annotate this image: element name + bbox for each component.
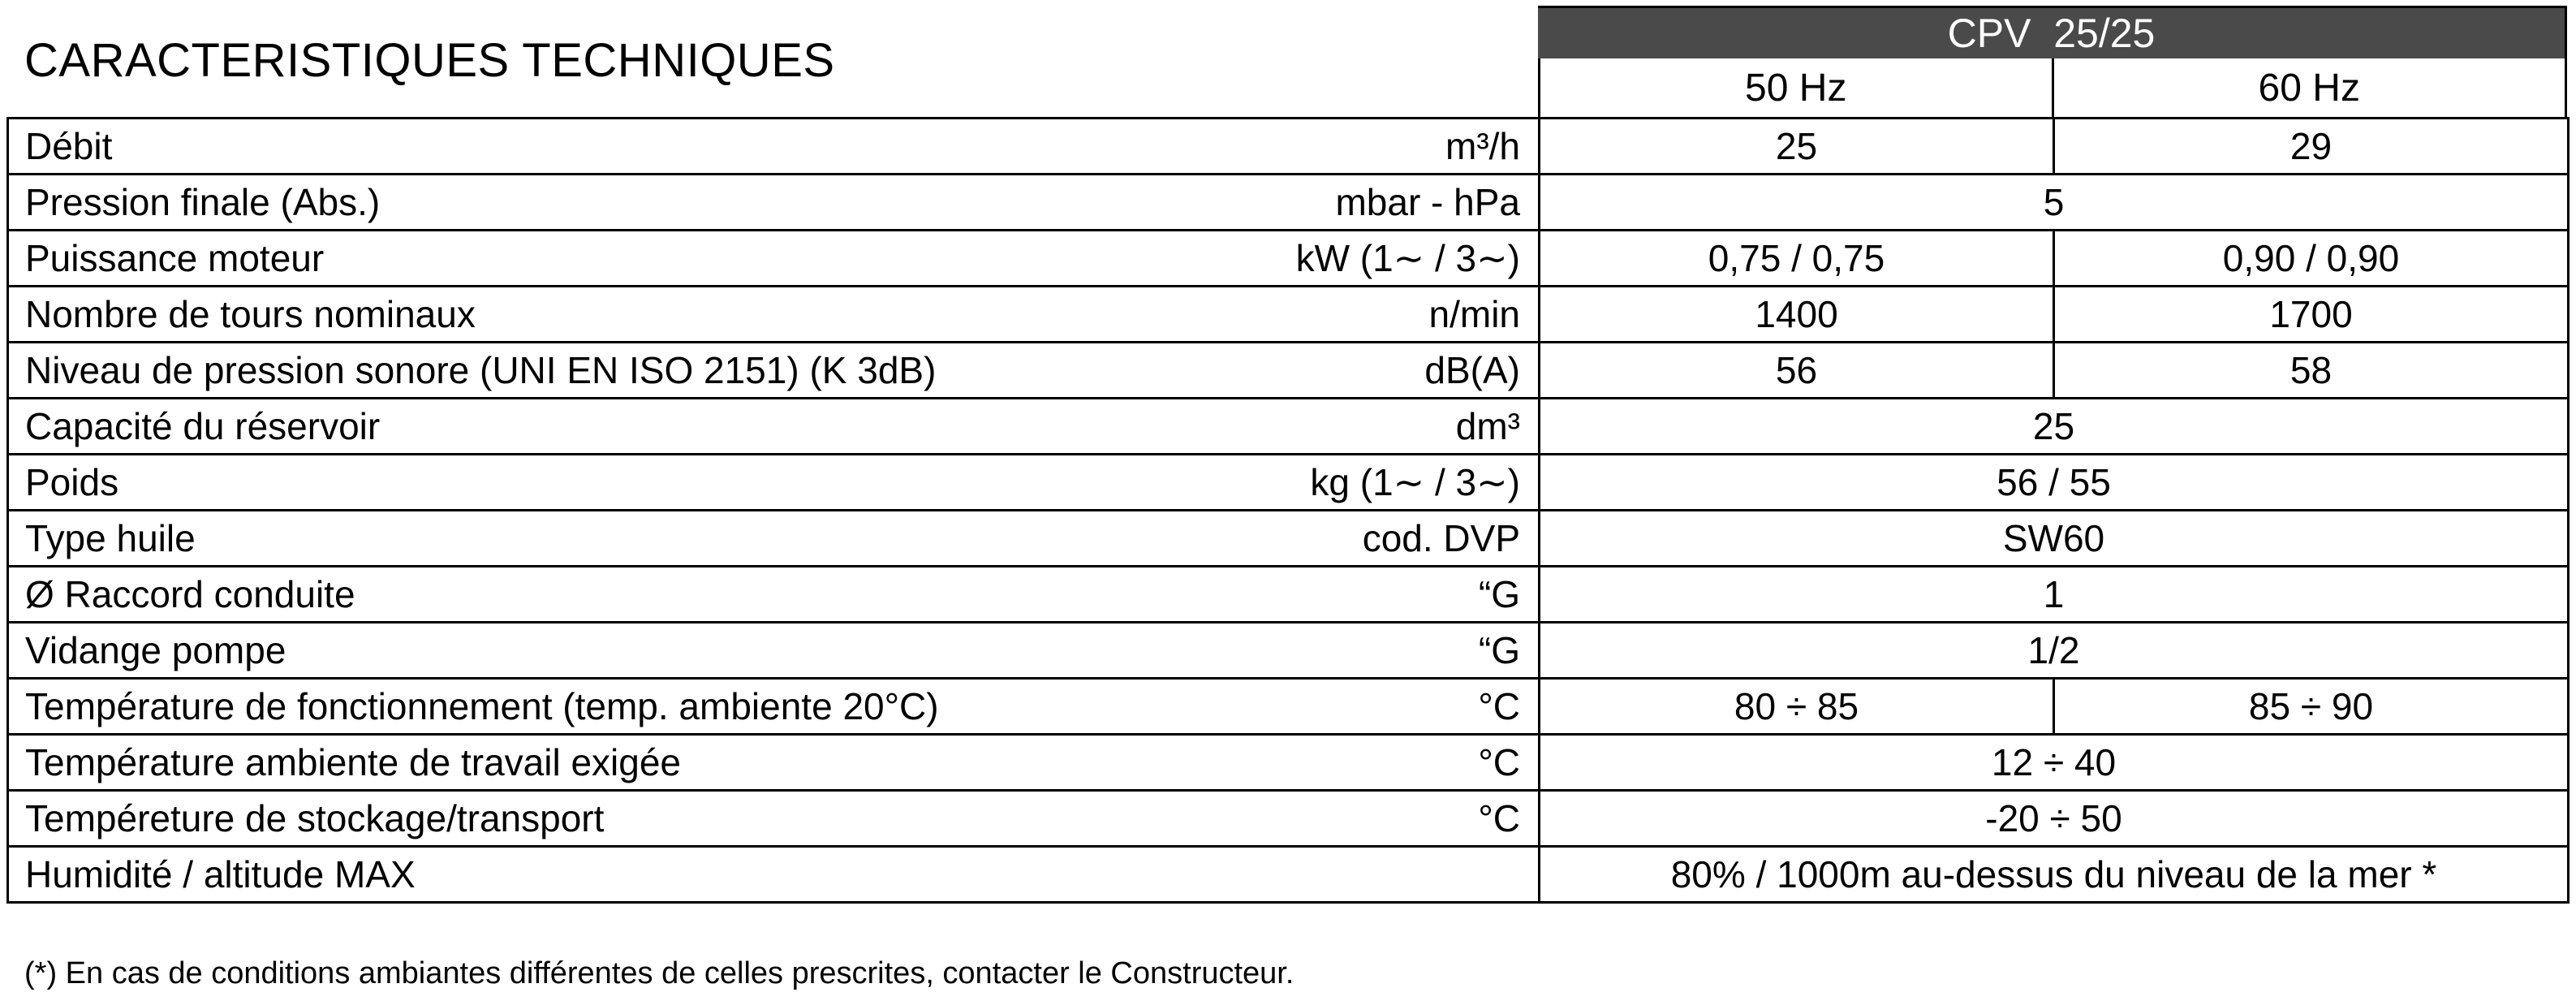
spec-label-cell xyxy=(8,791,1540,847)
spec-label: Poids xyxy=(25,461,119,503)
table-row xyxy=(8,343,2569,399)
spec-label: Tempéreture de stockage/transport xyxy=(25,797,605,839)
spec-unit: °C xyxy=(1478,741,1520,783)
spec-label-cell xyxy=(8,623,1540,679)
model-header: CPV 25/25 xyxy=(1538,6,2567,58)
spec-value-60hz: 0,90 / 0,90 xyxy=(2054,231,2569,287)
spec-value-50hz: 1400 xyxy=(1540,287,2054,343)
table-row xyxy=(8,119,2569,175)
spec-label: Puissance moteur xyxy=(25,237,325,279)
spec-label: Nombre de tours nominaux xyxy=(25,293,476,335)
spec-unit: mbar - hPa xyxy=(1335,181,1520,223)
page-title: CARACTERISTIQUES TECHNIQUES xyxy=(24,34,835,87)
frequency-50hz-header: 50 Hz xyxy=(1745,66,1847,110)
spec-unit: °C xyxy=(1478,797,1520,839)
spec-label-cell xyxy=(8,567,1540,623)
spec-label: Pression finale (Abs.) xyxy=(25,181,381,223)
spec-table xyxy=(6,117,2570,904)
spec-value-50hz: 80 ÷ 85 xyxy=(1540,679,2054,735)
spec-value-shared: 1/2 xyxy=(1540,623,2569,679)
spec-value-shared: 56 / 55 xyxy=(1540,455,2569,511)
spec-label: Température ambiente de travail exigée xyxy=(25,741,682,783)
spec-value-shared: 5 xyxy=(1540,175,2569,231)
spec-unit: “G xyxy=(1478,629,1520,671)
table-row xyxy=(8,847,2569,903)
spec-value-50hz: 0,75 / 0,75 xyxy=(1540,231,2054,287)
spec-label: Capacité du réservoir xyxy=(25,405,381,447)
spec-value-shared: 80% / 1000m au-dessus du niveau de la mer * xyxy=(1540,847,2569,903)
spec-value-60hz: 58 xyxy=(2054,343,2569,399)
spec-unit: m³/h xyxy=(1445,125,1520,167)
spec-value-50hz: 25 xyxy=(1540,119,2054,175)
spec-label: Niveau de pression sonore (UNI EN ISO 2151) (K 3dB) xyxy=(25,349,937,391)
table-row xyxy=(8,791,2569,847)
table-row xyxy=(8,735,2569,791)
spec-label: Type huile xyxy=(25,517,196,559)
spec-value-shared: 25 xyxy=(1540,399,2569,455)
spec-label-cell xyxy=(8,847,1540,903)
table-row xyxy=(8,399,2569,455)
spec-label-cell xyxy=(8,343,1540,399)
spec-unit: “G xyxy=(1478,573,1520,615)
spec-label-cell xyxy=(8,399,1540,455)
spec-label-cell xyxy=(8,511,1540,567)
spec-unit: cod. DVP xyxy=(1362,517,1520,559)
spec-label-cell xyxy=(8,287,1540,343)
spec-value-50hz: 56 xyxy=(1540,343,2054,399)
spec-unit: dB(A) xyxy=(1424,349,1520,391)
spec-value-60hz: 85 ÷ 90 xyxy=(2054,679,2569,735)
table-row xyxy=(8,231,2569,287)
spec-unit: kg (1∼ / 3∼) xyxy=(1310,461,1520,503)
spec-value-shared: 1 xyxy=(1540,567,2569,623)
spec-unit: n/min xyxy=(1428,293,1520,335)
table-row xyxy=(8,623,2569,679)
spec-value-60hz: 1700 xyxy=(2054,287,2569,343)
frequency-60hz-header: 60 Hz xyxy=(2052,58,2565,117)
spec-label-cell xyxy=(8,735,1540,791)
spec-unit: kW (1∼ / 3∼) xyxy=(1295,237,1520,279)
spec-value-shared: SW60 xyxy=(1540,511,2569,567)
table-row xyxy=(8,175,2569,231)
footnote: (*) En cas de conditions ambiantes différentes de celles prescrites, contacter le Constructeur. xyxy=(24,956,1294,990)
table-row xyxy=(8,567,2569,623)
spec-value-shared: 12 ÷ 40 xyxy=(1540,735,2569,791)
spec-value-60hz: 29 xyxy=(2054,119,2569,175)
spec-label: Ø Raccord conduite xyxy=(25,573,355,615)
table-row xyxy=(8,511,2569,567)
spec-label-cell xyxy=(8,231,1540,287)
spec-label: Température de fonctionnement (temp. ambiente 20°C) xyxy=(25,685,939,727)
spec-label-cell xyxy=(8,175,1540,231)
spec-label: Débit xyxy=(25,125,113,167)
spec-value-shared: -20 ÷ 50 xyxy=(1540,791,2569,847)
spec-label-cell xyxy=(8,679,1540,735)
table-row xyxy=(8,455,2569,511)
spec-unit: dm³ xyxy=(1455,405,1520,447)
table-row xyxy=(8,679,2569,735)
spec-label-cell xyxy=(8,119,1540,175)
table-row xyxy=(8,287,2569,343)
spec-label: Vidange pompe xyxy=(25,629,286,671)
frequency-header-row xyxy=(1538,58,2567,117)
spec-label-cell xyxy=(8,455,1540,511)
spec-label: Humidité / altitude MAX xyxy=(25,853,416,895)
spec-unit: °C xyxy=(1478,685,1520,727)
